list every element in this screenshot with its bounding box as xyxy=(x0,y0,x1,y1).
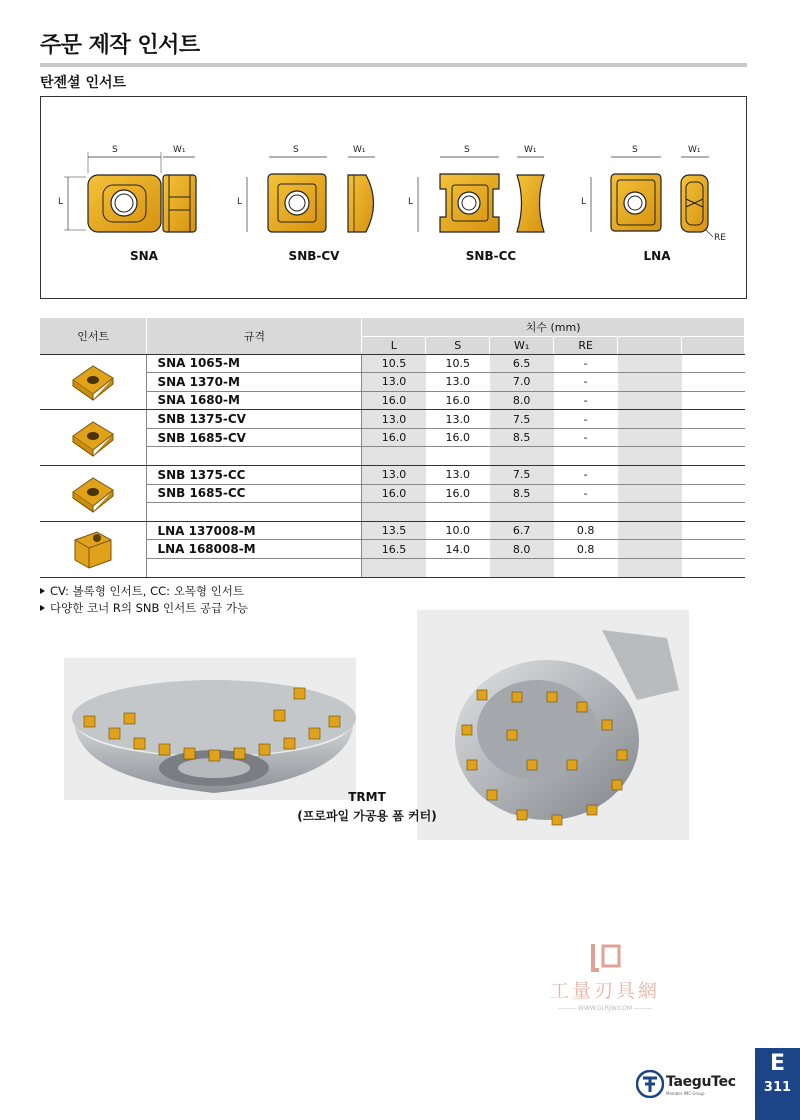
s-cell: 16.0 xyxy=(426,484,490,503)
l-cell: 10.5 xyxy=(362,354,426,373)
s-cell: 10.5 xyxy=(426,354,490,373)
section-title: 탄젠셜 인서트 xyxy=(40,75,127,91)
s-cell: 13.0 xyxy=(426,373,490,392)
sna-drawing xyxy=(64,152,196,232)
note-item xyxy=(40,600,248,617)
l-cell: 13.0 xyxy=(362,373,426,392)
brand-sub: Member IMC Group xyxy=(666,1091,705,1096)
l-cell: 16.5 xyxy=(362,540,426,559)
l-cell xyxy=(362,447,426,466)
re-cell: - xyxy=(554,484,618,503)
s-cell: 16.0 xyxy=(426,428,490,447)
s-cell: 16.0 xyxy=(426,391,490,410)
spec-cell xyxy=(147,559,362,578)
table-row xyxy=(40,521,745,540)
col-s-header: S xyxy=(426,336,490,354)
note-text: 다양한 코너 R의 SNB 인서트 공급 가능 xyxy=(50,601,249,615)
title-rule xyxy=(40,63,747,67)
re-cell: 0.8 xyxy=(554,521,618,540)
page-title: 주문 제작 인서트 xyxy=(40,33,200,58)
w1-cell: 8.0 xyxy=(490,540,554,559)
re-cell xyxy=(554,503,618,522)
col-w1-header: W₁ xyxy=(490,336,554,354)
section-tab xyxy=(755,1048,800,1120)
w1-cell: 6.7 xyxy=(490,521,554,540)
snb-cc-label: SNB-CC xyxy=(465,249,517,263)
snb-cv-dim-l: L xyxy=(237,197,243,207)
re-cell: - xyxy=(554,428,618,447)
empty-cell xyxy=(618,540,682,559)
empty-cell xyxy=(682,391,745,410)
spec-header: 규격 xyxy=(147,318,362,354)
empty-cell xyxy=(618,559,682,578)
l-cell: 13.0 xyxy=(362,466,426,485)
insert-image-cell xyxy=(40,466,147,522)
insert-header: 인서트 xyxy=(40,318,147,354)
snb-cc-dim-l: L xyxy=(408,197,414,207)
lna-dim-l: L xyxy=(581,197,587,207)
snb-cv-insert-icon xyxy=(67,414,119,458)
s-cell: 13.0 xyxy=(426,410,490,429)
dims-header: 치수 (mm) xyxy=(362,318,745,336)
lna-dim-re: RE xyxy=(714,233,726,243)
snb-cc-dim-w: W₁ xyxy=(524,145,537,155)
empty-cell xyxy=(618,484,682,503)
spec-cell xyxy=(147,447,362,466)
spec-cell: SNB 1375-CV xyxy=(147,410,362,429)
empty-cell xyxy=(682,428,745,447)
sna-dim-l: L xyxy=(58,197,64,207)
l-cell: 16.0 xyxy=(362,484,426,503)
empty-cell xyxy=(618,428,682,447)
trmt-caption xyxy=(282,788,452,826)
spec-cell: LNA 137008-M xyxy=(147,521,362,540)
col-l-header: L xyxy=(362,336,426,354)
spec-cell: SNB 1685-CV xyxy=(147,428,362,447)
snb-cv-drawing xyxy=(247,157,375,232)
lna-dim-s: S xyxy=(632,145,638,155)
trmt-cutter-photo-right xyxy=(417,610,689,840)
watermark-url: ——— WWW.GLRJW.COM ——— xyxy=(557,1005,652,1012)
s-cell xyxy=(426,447,490,466)
empty-cell xyxy=(682,559,745,578)
watermark-text: 工量刃具網 xyxy=(549,980,660,1002)
table-row xyxy=(40,466,745,485)
re-cell: - xyxy=(554,466,618,485)
l-cell xyxy=(362,503,426,522)
w1-cell: 8.0 xyxy=(490,391,554,410)
s-cell: 13.0 xyxy=(426,466,490,485)
empty-cell xyxy=(682,373,745,392)
re-cell: - xyxy=(554,391,618,410)
snb-cc-dim-s: S xyxy=(464,145,470,155)
l-cell: 16.0 xyxy=(362,391,426,410)
empty-cell xyxy=(618,410,682,429)
spec-cell: SNA 1680-M xyxy=(147,391,362,410)
re-cell: 0.8 xyxy=(554,540,618,559)
taegutec-logo xyxy=(636,1069,748,1099)
lna-drawing xyxy=(591,157,713,237)
sna-label: SNA xyxy=(130,249,158,263)
empty-cell xyxy=(618,354,682,373)
insert-diagram-box xyxy=(40,96,747,299)
spec-cell: LNA 168008-M xyxy=(147,540,362,559)
re-cell: - xyxy=(554,373,618,392)
col-re-header: RE xyxy=(554,336,618,354)
empty-cell xyxy=(618,447,682,466)
bullet-arrow-icon xyxy=(40,588,45,594)
brand-name: TaeguTec xyxy=(666,1074,736,1090)
empty-cell xyxy=(682,410,745,429)
sna-dim-w: W₁ xyxy=(173,145,186,155)
w1-cell: 7.5 xyxy=(490,410,554,429)
watermark xyxy=(535,942,675,1012)
trmt-cutter-photo-left xyxy=(64,658,356,800)
insert-drawings xyxy=(41,97,746,298)
watermark-logo-icon xyxy=(585,942,625,972)
lna-label: LNA xyxy=(643,249,671,263)
lna-dim-w: W₁ xyxy=(688,145,701,155)
notes xyxy=(40,583,248,617)
table-row xyxy=(40,354,745,373)
l-cell: 13.5 xyxy=(362,521,426,540)
spec-cell: SNB 1685-CC xyxy=(147,484,362,503)
snb-cv-label: SNB-CV xyxy=(288,249,340,263)
caption-title: TRMT xyxy=(348,790,386,804)
spec-cell: SNA 1065-M xyxy=(147,354,362,373)
w1-cell xyxy=(490,559,554,578)
l-cell xyxy=(362,559,426,578)
spec-cell: SNA 1370-M xyxy=(147,373,362,392)
col-empty-header xyxy=(618,336,682,354)
sna-insert-icon xyxy=(67,358,119,402)
s-cell xyxy=(426,559,490,578)
re-cell xyxy=(554,559,618,578)
page-number: 311 xyxy=(763,1080,792,1095)
s-cell xyxy=(426,503,490,522)
empty-cell xyxy=(618,521,682,540)
snb-cv-dim-w: W₁ xyxy=(353,145,366,155)
empty-cell xyxy=(682,466,745,485)
empty-cell xyxy=(618,391,682,410)
empty-cell xyxy=(682,354,745,373)
re-cell: - xyxy=(554,410,618,429)
w1-cell: 8.5 xyxy=(490,484,554,503)
taegutec-logo-icon xyxy=(636,1070,664,1098)
snb-cc-insert-icon xyxy=(67,470,119,514)
empty-cell xyxy=(682,521,745,540)
insert-image-cell xyxy=(40,354,147,410)
w1-cell xyxy=(490,503,554,522)
empty-cell xyxy=(682,447,745,466)
note-text: CV: 볼록형 인서트, CC: 오목형 인서트 xyxy=(50,584,245,598)
spec-cell xyxy=(147,503,362,522)
table-row xyxy=(40,410,745,429)
l-cell: 13.0 xyxy=(362,410,426,429)
empty-cell xyxy=(618,373,682,392)
empty-cell xyxy=(682,540,745,559)
bullet-arrow-icon xyxy=(40,605,45,611)
col-empty-header xyxy=(682,336,745,354)
empty-cell xyxy=(682,484,745,503)
w1-cell: 8.5 xyxy=(490,428,554,447)
l-cell: 16.0 xyxy=(362,428,426,447)
caption-subtitle: (프로파일 가공용 폼 커터) xyxy=(297,809,437,823)
w1-cell: 7.5 xyxy=(490,466,554,485)
empty-cell xyxy=(618,466,682,485)
section-letter: E xyxy=(769,1051,786,1076)
insert-image-cell xyxy=(40,521,147,577)
w1-cell xyxy=(490,447,554,466)
lna-insert-icon xyxy=(67,526,119,570)
re-cell: - xyxy=(554,354,618,373)
empty-cell xyxy=(618,503,682,522)
w1-cell: 7.0 xyxy=(490,373,554,392)
s-cell: 14.0 xyxy=(426,540,490,559)
sna-dim-s: S xyxy=(112,145,118,155)
note-item xyxy=(40,583,248,600)
insert-image-cell xyxy=(40,410,147,466)
snb-cc-drawing xyxy=(418,157,544,232)
w1-cell: 6.5 xyxy=(490,354,554,373)
s-cell: 10.0 xyxy=(426,521,490,540)
re-cell xyxy=(554,447,618,466)
spec-cell: SNB 1375-CC xyxy=(147,466,362,485)
empty-cell xyxy=(682,503,745,522)
spec-table xyxy=(40,318,745,578)
snb-cv-dim-s: S xyxy=(293,145,299,155)
